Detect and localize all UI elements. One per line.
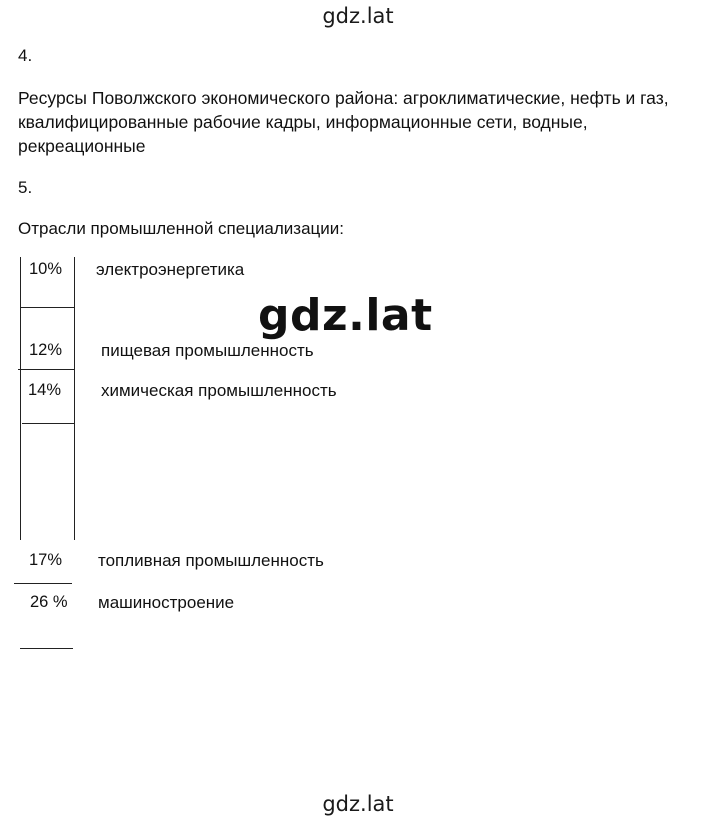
- industry-name: машиностроение: [98, 593, 235, 612]
- industry-percent: 17%: [29, 551, 63, 569]
- diagram-left-border: [20, 257, 21, 540]
- industry-name: химическая промышленность: [101, 381, 337, 400]
- section-4-text: Ресурсы Поволжского экономического района: агроклиматические, нефть и газ, квалифицированные рабочие кадры, информационные сети, водные, рекреационные: [18, 88, 669, 156]
- industry-name: электроэнергетика: [96, 260, 245, 279]
- industry-name: пищевая промышленность: [101, 341, 314, 360]
- watermark-top: gdz.lat: [322, 4, 394, 28]
- diagram-divider: [18, 369, 75, 370]
- watermark-center: gdz.lat: [258, 290, 433, 341]
- industry-percent: 26 %: [30, 593, 68, 611]
- diagram-divider: [22, 423, 75, 424]
- diagram-right-border: [74, 257, 75, 540]
- industry-percent: 10%: [29, 260, 63, 278]
- industry-percent: 12%: [29, 341, 63, 359]
- diagram-divider: [14, 583, 72, 584]
- section-5-number: 5.: [18, 178, 33, 197]
- diagram-divider: [20, 307, 75, 308]
- section-4-number: 4.: [18, 46, 33, 65]
- diagram-divider: [20, 648, 73, 649]
- section-5-heading: Отрасли промышленной специализации:: [18, 219, 345, 238]
- industry-percent: 14%: [28, 381, 62, 399]
- watermark-bottom: gdz.lat: [322, 792, 394, 816]
- industry-name: топливная промышленность: [98, 551, 324, 570]
